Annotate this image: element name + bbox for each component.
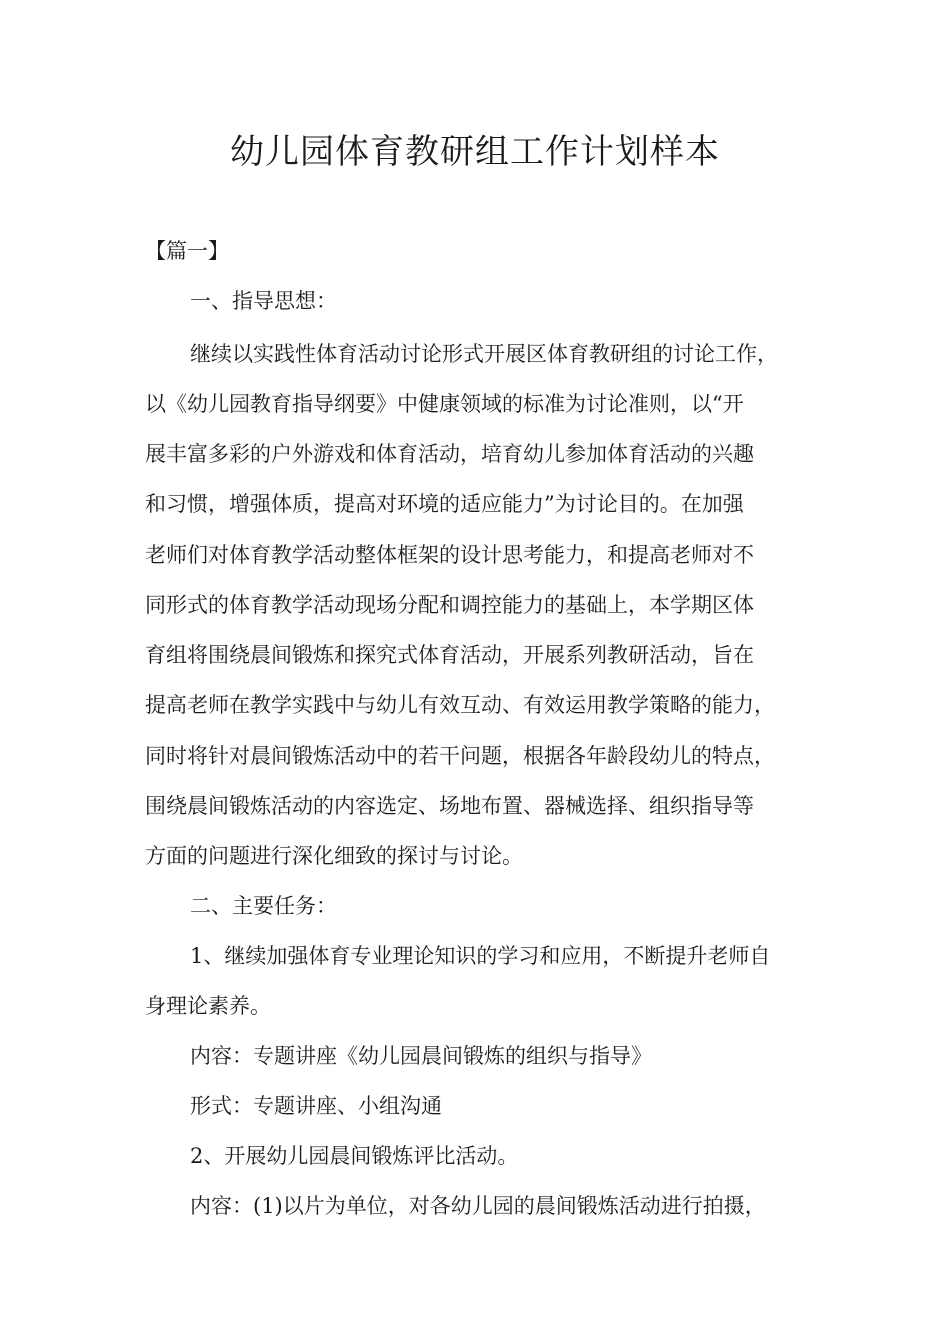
paragraph-line: 同形式的体育教学活动现场分配和调控能力的基础上，本学期区体 <box>145 593 754 617</box>
paragraph-line: 方面的问题进行深化细致的探讨与讨论。 <box>145 844 523 868</box>
task-line: 身理论素养。 <box>145 994 271 1018</box>
paragraph-line: 展丰富多彩的户外游戏和体育活动，培育幼儿参加体育活动的兴趣 <box>145 442 754 466</box>
paragraph-line: 围绕晨间锻炼活动的内容选定、场地布置、器械选择、组织指导等 <box>145 794 754 818</box>
task-content: 内容：(1)以片为单位，对各幼儿园的晨间锻炼活动进行拍摄， <box>190 1194 766 1218</box>
task-content: 内容：专题讲座《幼儿园晨间锻炼的组织与指导》 <box>190 1044 652 1068</box>
paragraph-line: 老师们对体育教学活动整体框架的设计思考能力，和提高老师对不 <box>145 543 754 567</box>
paragraph-line: 育组将围绕晨间锻炼和探究式体育活动，开展系列教研活动，旨在 <box>145 643 754 667</box>
document-title: 幼儿园体育教研组工作计划样本 <box>230 132 720 172</box>
heading-guiding-ideology: 一、指导思想： <box>190 289 337 313</box>
paragraph-line: 以《幼儿园教育指导纲要》中健康领域的标准为讨论准则，以“开 <box>145 392 744 416</box>
task-line: 1、继续加强体育专业理论知识的学习和应用，不断提升老师自 <box>190 944 771 968</box>
paragraph-line: 和习惯，增强体质，提高对环境的适应能力”为讨论目的。在加强 <box>145 492 744 516</box>
heading-main-tasks: 二、主要任务： <box>190 894 337 918</box>
paragraph-line: 继续以实践性体育活动讨论形式开展区体育教研组的讨论工作， <box>190 342 778 366</box>
task-form: 形式：专题讲座、小组沟通 <box>190 1094 442 1118</box>
section-label: 【篇一】 <box>145 239 229 263</box>
paragraph-line: 提高老师在教学实践中与幼儿有效互动、有效运用教学策略的能力， <box>145 693 775 717</box>
task-line: 2、开展幼儿园晨间锻炼评比活动。 <box>190 1144 519 1168</box>
paragraph-line: 同时将针对晨间锻炼活动中的若干问题，根据各年龄段幼儿的特点， <box>145 744 775 768</box>
